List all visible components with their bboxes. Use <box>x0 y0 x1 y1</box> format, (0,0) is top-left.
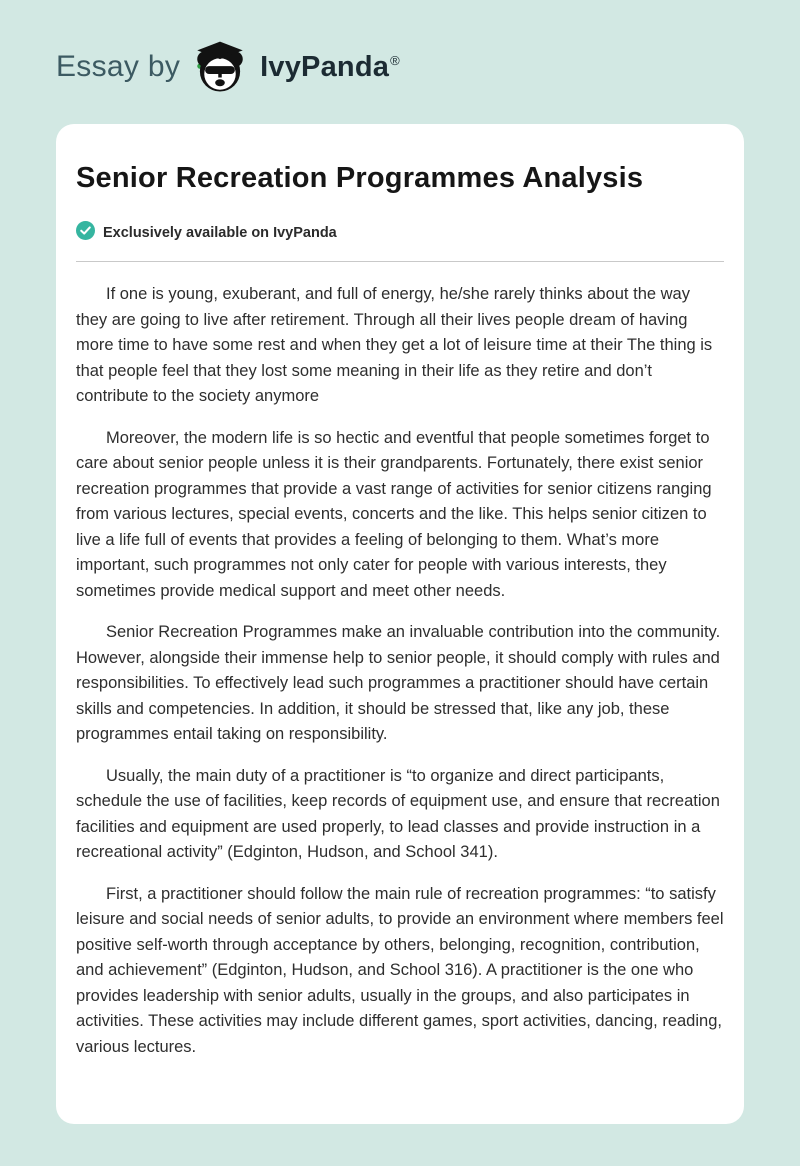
essay-paragraph: Moreover, the modern life is so hectic and eventful that people sometimes forget to care about senior people unless it is their grandparents. Fortunately, there exist senior recreation programmes that provide a vast range of activities for senior citizens ranging from various lectures, special events, concerts and the like. This helps senior citizen to live a life full of events that provides a feeling of belonging to them. What’s more important, such programmes not only cater for people with various interests, they sometimes provide medical support and meet other needs. <box>76 428 712 600</box>
essay-card <box>56 124 744 1124</box>
panda-graduate-icon <box>192 39 248 95</box>
essay-paragraph: If one is young, exuberant, and full of energy, he/she rarely thinks about the way they are going to live after retirement. Through all their lives people dream of having more time to have some rest and when they get a lot of leisure time at their The thing is that people feel that they lost some meaning in their life as they retire and don’t contribute to the society anymore <box>76 285 713 405</box>
brand-name: IvyPanda <box>260 50 390 83</box>
essay-paragraph: Senior Recreation Programmes make an invaluable contribution into the community. However, alongside their immense help to senior people, it should comply with rules and responsibilities. To effectively lead such programmes a practitioner should have certain skills and competencies. In addition, it should be stressed that, like any job, these programmes entail taking on responsibility. <box>76 623 721 743</box>
availability-badge <box>76 221 724 245</box>
brand-text <box>260 51 400 84</box>
check-circle-icon <box>76 221 95 245</box>
essay-body <box>76 282 724 1060</box>
divider <box>76 261 724 262</box>
essay-by-label: Essay by <box>56 50 181 83</box>
essay-paragraph: First, a practitioner should follow the main rule of recreation programmes: “to satisfy leisure and social needs of senior adults, to provide an environment where members feel positive self-worth through acceptance by others, belonging, recognition, contribution, and achievement” (Edginton, Hudson, and School 316). A practitioner is the one who provides leadership with senior adults, usually in the groups, and also participates in activities. These activities may include different games, sport activities, dancing, reading, various lectures. <box>76 884 724 1056</box>
registered-mark: ® <box>390 52 400 68</box>
essay-paragraph: Usually, the main duty of a practitioner is “to organize and direct participants, schedule the use of facilities, keep records of equipment use, and ensure that recreation facilities and equipment are used properly, to lead classes and provide instruction in a recreational activity” (Edginton, Hudson, and School 341). <box>76 766 720 861</box>
page-title: Senior Recreation Programmes Analysis <box>76 162 644 194</box>
site-header <box>56 36 744 98</box>
availability-badge-label: Exclusively available on IvyPanda <box>103 225 337 241</box>
